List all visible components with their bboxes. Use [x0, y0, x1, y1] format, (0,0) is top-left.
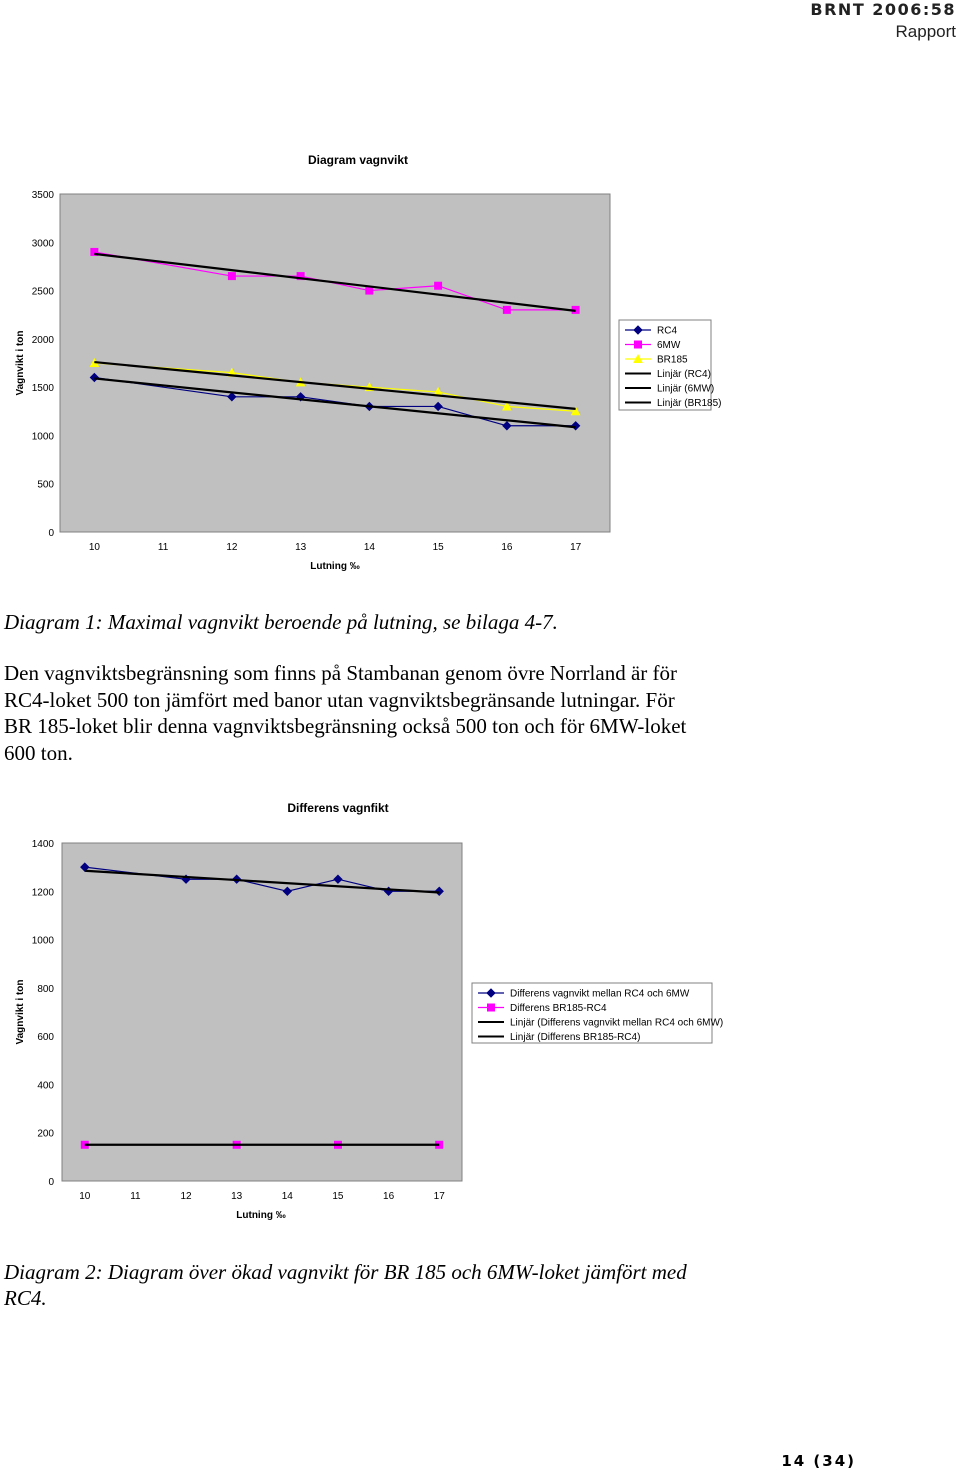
y-tick-label: 2500 — [31, 286, 54, 298]
legend-label: RC4 — [657, 325, 678, 337]
x-tick-label: 11 — [130, 1191, 141, 1202]
x-tick-label: 10 — [88, 542, 100, 553]
legend-label: Differens vagnvikt mellan RC4 och 6MW — [510, 988, 690, 1000]
y-tick-label: 1400 — [31, 839, 54, 850]
y-tick-label: 1200 — [31, 887, 54, 899]
chart-differens-vagnfikt — [0, 790, 960, 1230]
plot-area — [60, 194, 610, 532]
x-tick-label: 10 — [79, 1191, 91, 1202]
y-tick-label: 1500 — [31, 383, 54, 395]
x-tick-label: 16 — [501, 542, 513, 553]
data-point — [228, 273, 235, 280]
x-tick-label: 14 — [281, 1191, 293, 1202]
legend — [619, 320, 721, 410]
x-axis-label: Lutning ‰ — [236, 1210, 286, 1221]
caption-diagram-2: Diagram 2: Diagram över ökad vagnvikt för BR 185 och 6MW-loket jämfört med RC4. — [4, 1260, 687, 1310]
data-point — [503, 306, 510, 313]
y-tick-label: 0 — [48, 528, 54, 539]
legend-label: Linjär (RC4) — [657, 369, 711, 380]
x-tick-label: 15 — [332, 1191, 344, 1202]
x-tick-label: 13 — [295, 542, 307, 553]
y-tick-label: 400 — [37, 1080, 54, 1092]
data-point — [366, 287, 373, 294]
x-tick-label: 16 — [383, 1191, 395, 1202]
y-tick-label: 1000 — [31, 431, 54, 443]
body-paragraph: Den vagnviktsbegränsning som finns på Stambanan genom övre Norrland är för RC4-loket 500 ton jämfört med banor utan vagnviktsbegränsande lutningar. För BR 185-loket blir denna vagnviktsbegränsning också 500 ton och för 6MW-loket 600 ton. — [4, 661, 687, 765]
y-tick-label: 0 — [48, 1177, 54, 1188]
x-tick-label: 15 — [432, 542, 444, 553]
y-axis-label: Vagnvikt i ton — [15, 979, 26, 1045]
x-tick-label: 17 — [433, 1191, 445, 1202]
chart-title: Diagram vagnvikt — [307, 153, 409, 167]
y-tick-label: 3500 — [31, 190, 54, 201]
report-type: Rapport — [895, 22, 956, 41]
page-number: 14 (34) — [781, 1452, 856, 1470]
x-tick-label: 12 — [180, 1191, 192, 1202]
report-code: BRNT 2006:58 — [810, 0, 956, 19]
y-axis-label: Vagnvikt i ton — [15, 330, 26, 396]
y-tick-label: 500 — [37, 479, 54, 491]
chart-title: Differens vagnfikt — [287, 801, 389, 815]
y-tick-label: 800 — [37, 983, 54, 995]
y-tick-label: 600 — [37, 1032, 54, 1044]
y-tick-label: 200 — [37, 1128, 54, 1140]
y-tick-label: 1000 — [31, 935, 54, 947]
chart-diagram-vagnvikt — [0, 140, 960, 580]
x-tick-label: 11 — [157, 542, 169, 553]
caption-diagram-1: Diagram 1: Maximal vagnvikt beroende på lutning, se bilaga 4-7. — [4, 610, 558, 634]
y-tick-label: 3000 — [31, 238, 54, 250]
x-axis-label: Lutning ‰ — [310, 561, 360, 572]
legend-label: Linjär (BR185) — [657, 398, 722, 409]
legend-marker — [488, 1004, 495, 1011]
y-tick-label: 2000 — [31, 334, 54, 346]
x-tick-label: 12 — [226, 542, 238, 553]
legend-label: 6MW — [657, 340, 681, 351]
legend-label: Linjär (Differens vagnvikt mellan RC4 och 6MW) — [510, 1017, 724, 1029]
legend — [472, 983, 723, 1043]
legend-label: BR185 — [657, 354, 688, 366]
legend-label: Differens BR185-RC4 — [510, 1003, 607, 1014]
x-tick-label: 13 — [231, 1191, 243, 1202]
legend-marker — [635, 341, 642, 348]
plot-area — [62, 843, 462, 1181]
data-point — [435, 282, 442, 289]
legend-label: Linjär (6MW) — [657, 383, 715, 395]
legend-label: Linjär (Differens BR185-RC4) — [510, 1032, 641, 1043]
x-tick-label: 14 — [363, 542, 375, 553]
x-tick-label: 17 — [570, 542, 582, 553]
